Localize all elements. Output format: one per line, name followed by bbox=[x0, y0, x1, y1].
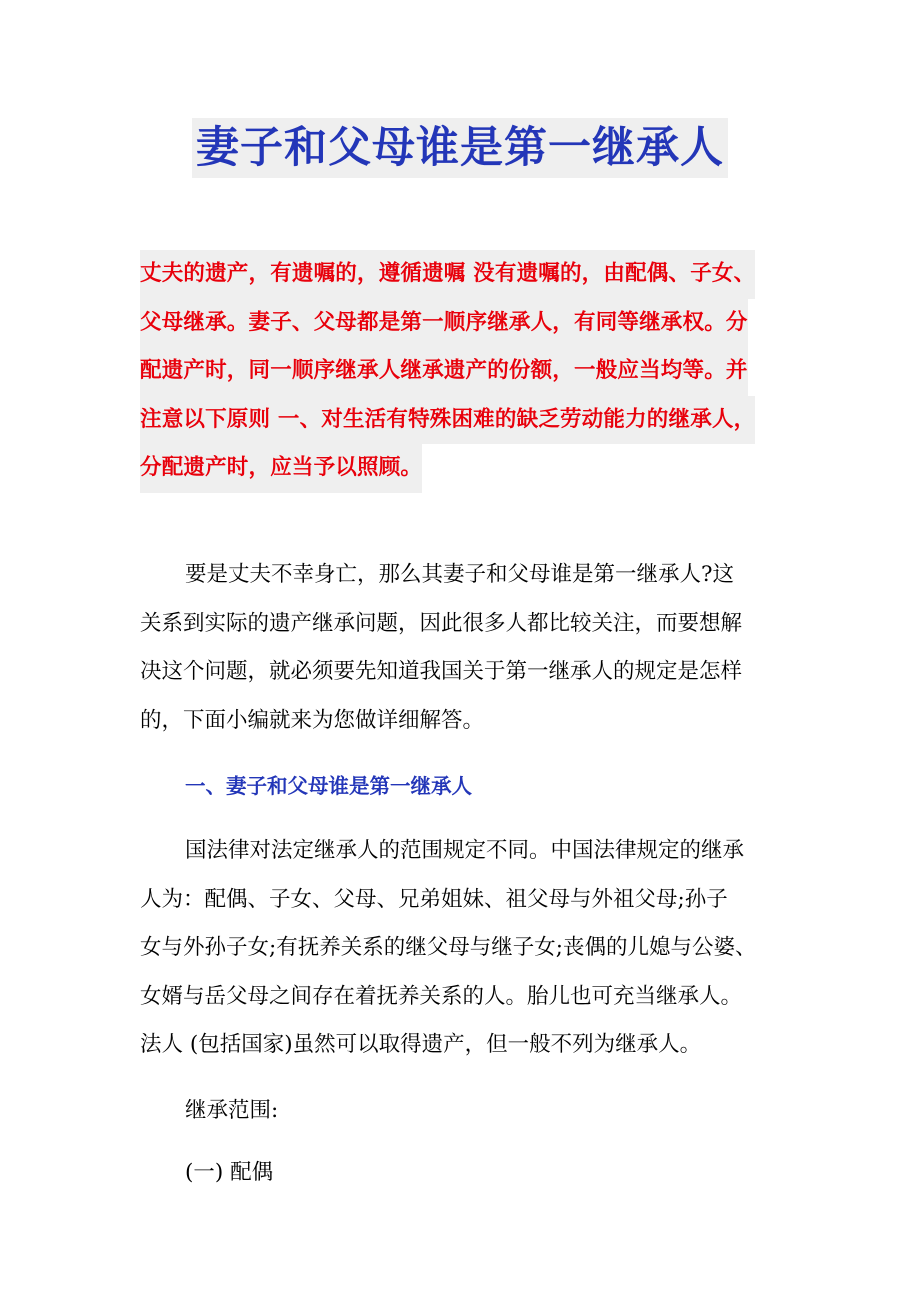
law-line: 法人 (包括国家)虽然可以取得遗产，但一般不列为继承人。 bbox=[140, 1032, 702, 1058]
intro-line: 决这个问题，就必须要先知道我国关于第一继承人的规定是怎样 bbox=[140, 659, 743, 685]
summary-line: 丈夫的遗产，有遗嘱的，遵循遗嘱 没有遗嘱的，由配偶、子女、 bbox=[140, 250, 755, 299]
summary-line: 父母继承。妻子、父母都是第一顺序继承人，有同等继承权。分 bbox=[140, 299, 748, 348]
intro-line: 关系到实际的遗产继承问题，因此很多人都比较关注，而要想解 bbox=[140, 610, 743, 636]
law-line: 女婿与岳父母之间存在着抚养关系的人。胎儿也可充当继承人。 bbox=[140, 983, 743, 1009]
section-heading: 一、妻子和父母谁是第一继承人 bbox=[185, 774, 472, 798]
summary-line: 分配遗产时，应当予以照顾。 bbox=[140, 444, 422, 493]
item-paragraph bbox=[140, 1149, 790, 1198]
law-line: 国法律对法定继承人的范围规定不同。中国法律规定的继承 bbox=[185, 838, 745, 863]
scope-item-1: (一) 配偶 bbox=[185, 1160, 274, 1185]
intro-paragraph bbox=[140, 551, 790, 745]
intro-line: 的，下面小编就来为您做详细解答。 bbox=[140, 707, 485, 733]
law-line: 人为：配偶、子女、父母、兄弟姐妹、祖父母与外祖父母;孙子 bbox=[140, 886, 728, 912]
law-line: 女与外孙子女;有抚养关系的继父母与继子女;丧偶的儿媳与公婆、 bbox=[140, 935, 757, 961]
intro-line: 要是丈夫不幸身亡，那么其妻子和父母谁是第一继承人?这 bbox=[185, 562, 735, 587]
summary-line: 注意以下原则 一、对生活有特殊困难的缺乏劳动能力的继承人， bbox=[140, 396, 755, 445]
law-paragraph bbox=[140, 827, 790, 1070]
scope-paragraph bbox=[140, 1087, 790, 1136]
summary-block bbox=[140, 250, 785, 493]
title-container bbox=[0, 118, 920, 178]
summary-line: 配遗产时，同一顺序继承人继承遗产的份额，一般应当均等。并 bbox=[140, 347, 748, 396]
scope-label: 继承范围: bbox=[185, 1098, 279, 1123]
document-title: 妻子和父母谁是第一继承人 bbox=[192, 118, 728, 178]
